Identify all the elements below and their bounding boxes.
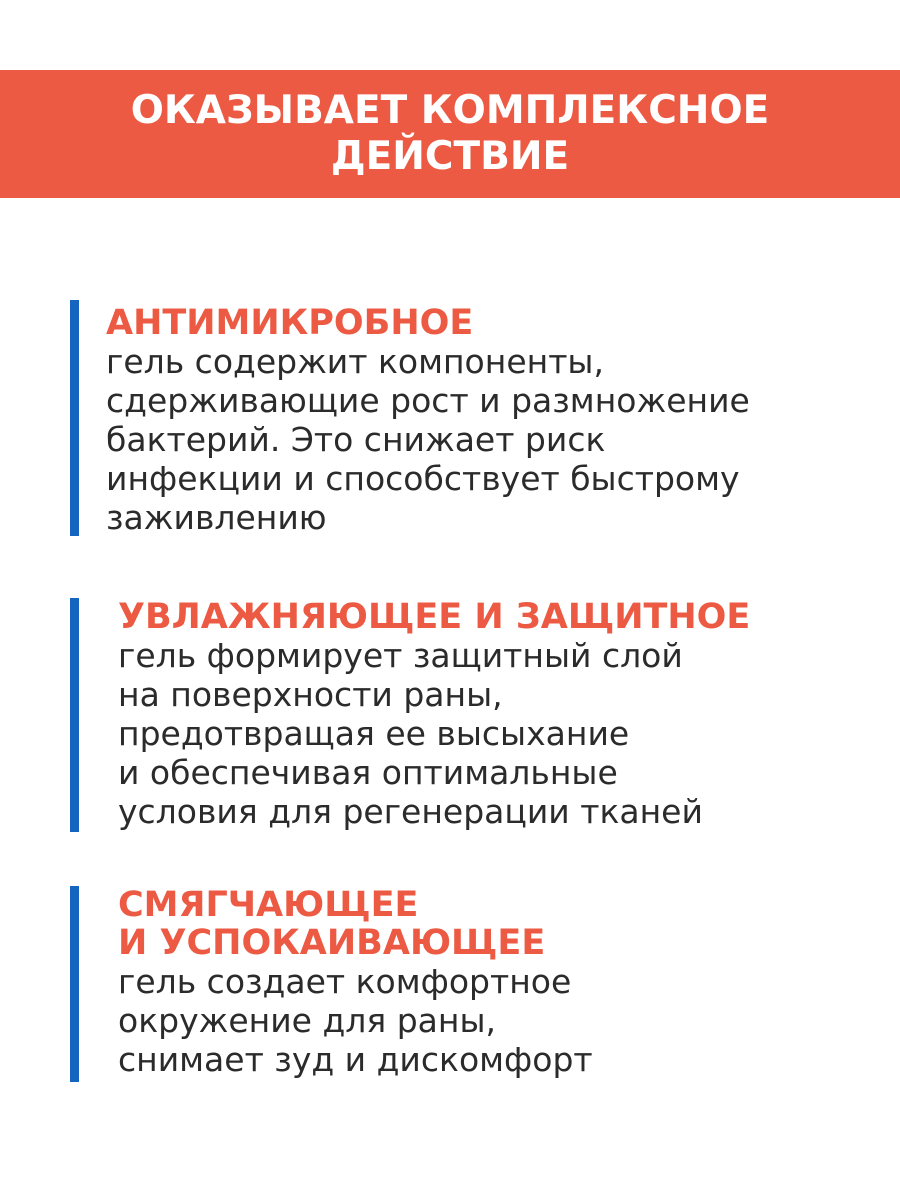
- section-text: [118, 886, 593, 1079]
- section-body-line: инфекции и способствует быстрому: [106, 459, 740, 498]
- section-antimicrobial: [70, 300, 870, 536]
- section-body-line: и обеспечивая оптимальные: [118, 753, 618, 792]
- section-body-line: предотвращая ее высыхание: [118, 714, 630, 753]
- section-heading: УВЛАЖНЯЮЩЕЕ И ЗАЩИТНОЕ: [118, 597, 751, 637]
- section-body-line: заживлению: [106, 498, 327, 537]
- accent-bar: [70, 300, 79, 536]
- banner-title-line-2: ДЕЙСТВИЕ: [330, 134, 570, 179]
- section-body-line: гель содержит компоненты,: [106, 342, 604, 381]
- section-softening-soothing: [70, 886, 870, 1082]
- section-heading: СМЯГЧАЮЩЕЕ: [118, 885, 419, 925]
- section-body-line: окружение для раны,: [118, 1001, 496, 1040]
- section-body-line: сдерживающие рост и размножение: [106, 381, 750, 420]
- accent-bar: [70, 598, 79, 832]
- section-body-line: гель формирует защитный слой: [118, 636, 683, 675]
- title-banner: [0, 70, 900, 198]
- section-text: [118, 598, 750, 831]
- accent-bar: [70, 886, 79, 1082]
- section-heading: АНТИМИКРОБНОЕ: [106, 303, 474, 343]
- banner-title-line-1: ОКАЗЫВАЕТ КОМПЛЕКСНОЕ: [130, 88, 770, 133]
- section-body-line: условия для регенерации тканей: [118, 792, 703, 831]
- section-text: [106, 304, 750, 537]
- section-body-line: на поверхности раны,: [118, 675, 503, 714]
- section-heading: И УСПОКАИВАЮЩЕЕ: [118, 923, 546, 963]
- section-body-line: гель создает комфортное: [118, 962, 572, 1001]
- section-moisturizing-protective: [70, 598, 870, 832]
- section-body-line: бактерий. Это снижает риск: [106, 420, 606, 459]
- section-body-line: снимает зуд и дискомфорт: [118, 1040, 593, 1079]
